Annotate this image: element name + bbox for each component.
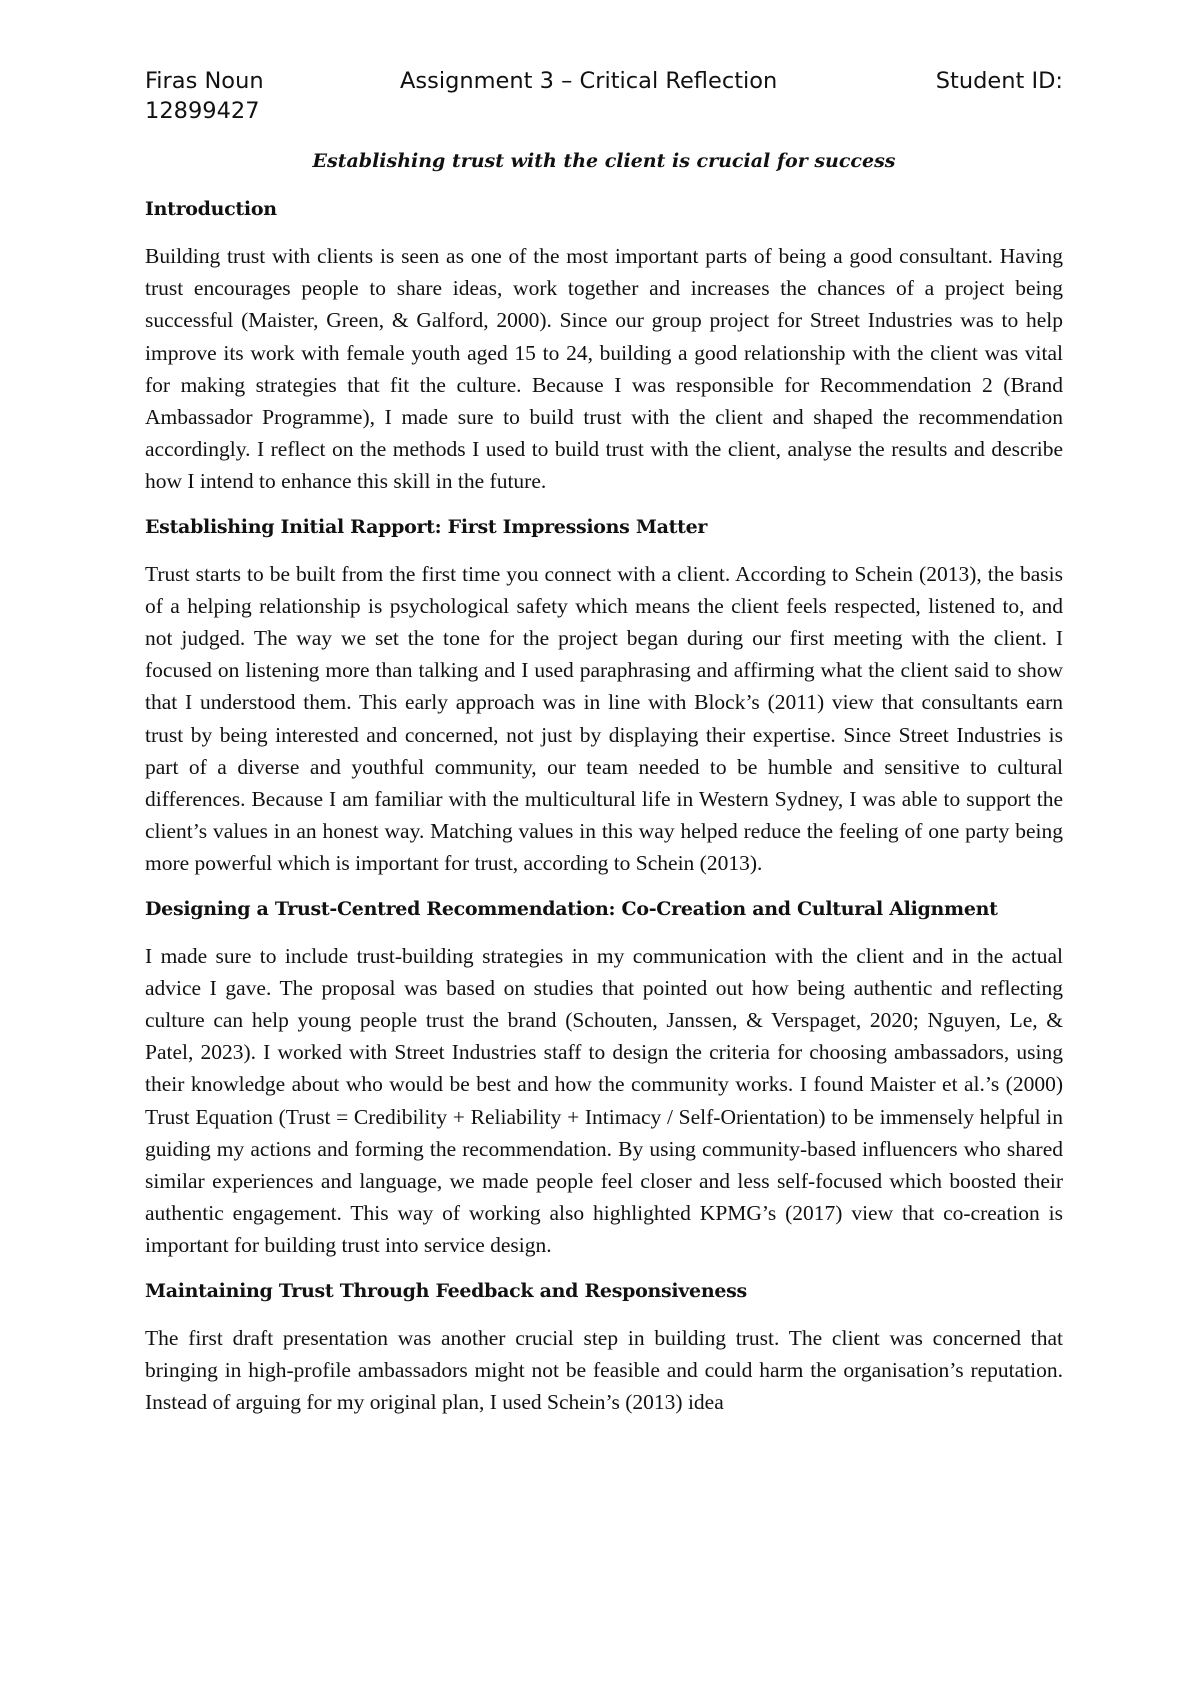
section-heading-introduction: Introduction bbox=[145, 198, 277, 220]
section-paragraph-initial-rapport: Trust starts to be built from the first time you connect with a client. According to Schein (2013), the basis of a helping relationship is psychological safety which means the client feels respected, listened to, and not judged. The way we set the tone for the project began during our first meeting with the client. I focused on listening more than talking and I used paraphrasing and affirming what the client said to show that I understood them. This early approach was in line with Block’s (2011) view that consultants earn trust by being interested and concerned, not just by displaying their expertise. Since Street Industries is part of a diverse and youthful community, our team needed to be humble and sensitive to cultural differences. Because I am familiar with the multicultural life in Western Sydney, I was able to support the client’s values in an honest way. Matching values in this way helped reduce the feeling of one party being more powerful which is important for trust, according to Schein (2013). bbox=[145, 561, 1063, 876]
section-heading-trust-centred-recommendation: Designing a Trust-Centred Recommendation: Co-Creation and Cultural Alignment bbox=[145, 897, 998, 920]
section-heading-maintaining-trust: Maintaining Trust Through Feedback and Responsiveness bbox=[145, 1279, 747, 1302]
student-id-value: 12899427 bbox=[145, 98, 260, 124]
section-paragraph-maintaining-trust: The first draft presentation was another crucial step in building trust. The client was concerned that bringing in high-profile ambassadors might not be feasible and could harm the organisation’s reputation. Instead of arguing for my original plan, I used Schein’s (2013) idea bbox=[145, 1325, 1063, 1415]
section-heading-initial-rapport: Establishing Initial Rapport: First Impressions Matter bbox=[145, 515, 708, 538]
section-paragraph-introduction: Building trust with clients is seen as one of the most important parts of being a good consultant. Having trust encourages people to share ideas, work together and increases the chances of a project being successful (Maister, Green, & Galford, 2000). Since our group project for Street Industries was to help improve its work with female youth aged 15 to 24, building a good relationship with the client was vital for making strategies that fit the culture. Because I was responsible for Recommendation 2 (Brand Ambassador Programme), I made sure to build trust with the client and shaped the recommendation accordingly. I reflect on the methods I used to build trust with the client, analyse the results and describe how I intend to enhance this skill in the future. bbox=[145, 244, 1063, 494]
author-name: Firas Noun bbox=[145, 68, 264, 94]
section-paragraph-trust-centred-recommendation: I made sure to include trust-building strategies in my communication with the client and in the actual advice I gave. The proposal was based on studies that pointed out how being authentic and reflecting culture can help young people trust the brand (Schouten, Janssen, & Verspaget, 2020; Nguyen, Le, & Patel, 2023). I worked with Street Industries staff to design the criteria for choosing ambassadors, using their knowledge about who would be best and how the community works. I found Maister et al.’s (2000) Trust Equation (Trust = Credibility + Reliability + Intimacy / Self-Orientation) to be immensely helpful in guiding my actions and forming the recommendation. By using community-based influencers who shared similar experiences and language, we made people feel closer and less self-focused which boosted their authentic engagement. This way of working also highlighted KPMG’s (2017) view that co-creation is important for building trust into service design. bbox=[145, 943, 1063, 1258]
essay-title: Establishing trust with the client is crucial for success bbox=[312, 150, 896, 172]
assignment-title: Assignment 3 – Critical Reflection bbox=[400, 68, 778, 94]
student-id-label: Student ID: bbox=[935, 68, 1063, 94]
document-page bbox=[145, 66, 1063, 1418]
document-header bbox=[145, 66, 1063, 126]
